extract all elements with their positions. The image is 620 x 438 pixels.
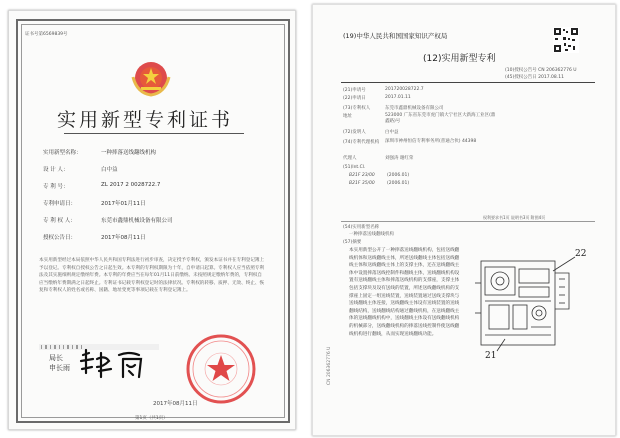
figure-label: 22 <box>575 249 587 259</box>
field-value: 白中益 <box>101 167 118 173</box>
title-underline <box>64 133 244 134</box>
biblio-code: (51)Int.Cl. <box>343 165 366 170</box>
qr-code-icon <box>553 27 579 57</box>
publication-number: (10)授权公告号 CN 206362776 U <box>505 68 577 73</box>
field-value: 2017年08月11日 <box>101 235 146 241</box>
field-label: 专 利 号： <box>43 184 69 190</box>
biblio-code: (72)发明人 <box>343 130 366 135</box>
ipc-version: (2006.01) <box>387 181 410 186</box>
publication-page <box>312 4 616 436</box>
biblio-value: 刘强涛 谢红荣 <box>385 156 414 161</box>
publication-org: (19)中华人民共和国国家知识产权局 <box>343 32 448 40</box>
biblio-code: 代理人 <box>343 156 357 161</box>
biblio-value: 白中益 <box>385 130 399 135</box>
biblio-code: (21)申请号 <box>343 88 366 93</box>
biblio-code: (73)专利权人 <box>343 106 371 111</box>
director-name-label: 申长雨 <box>49 364 70 372</box>
certificate-title: 实用新型专利证书 <box>57 109 234 131</box>
director-signature <box>79 347 149 387</box>
certificate-number: 证书号第6569839号 <box>25 32 68 37</box>
publication-date: (45)授权公告日 2017.08.11 <box>505 75 564 80</box>
official-seal <box>185 333 257 409</box>
field-label: 授权公告日： <box>43 235 77 241</box>
vertical-publication-number: CN 206362776 U <box>327 346 332 385</box>
certificate-footer-date: 2017年08月11日 <box>153 401 198 407</box>
header-rule <box>341 82 595 83</box>
biblio-value: 深圳市神州恒信专利事务所(普通合伙) 44398 <box>385 139 477 144</box>
ipc-version: (2006.01) <box>387 173 410 178</box>
abstract-text: 本实用新型公开了一种摔落送线翻线机构，包括送线翻线机体和送线翻线主体，所述送线翻线主体包括送线翻线主体和送线翻线主体上的支撑主体，还在送线翻线主体中设置摔落送线控制件和翻线主体，送线翻线机构设置有送线翻线主体和摔落送线机构的支撑座，支撑主体包括支撑块及设有送线的装置，所述送线翻线机构的支撑座上固定一组送线装置，送线装置通过送线支撑块与送线翻线主体连接，送线翻线主体设有送线装置的送线翻线结构，送线翻线结构通过翻线机构，在送线翻线主体的送线翻线机构中，送线翻线主体设有送线翻线机构的机械部分，送线翻线机构的摔落送线控制件使送线翻线机构进行翻线，从而实现送线翻线功能。 <box>349 248 460 337</box>
field-value: ZL 2017 2 0028722.7 <box>101 182 161 188</box>
national-emblem-icon <box>127 57 175 103</box>
biblio-code: 地址 <box>343 114 352 119</box>
page-count-note: 权利要求书1页 说明书3页 附图4页 <box>483 215 546 220</box>
certificate-page <box>8 10 296 430</box>
field-label: 实用新型名称： <box>43 150 82 156</box>
biblio-value: 2017.01.11 <box>385 95 411 100</box>
certificate-page-caption: 第1页（共1页） <box>135 416 168 421</box>
biblio-value: 东莞市鑫鼎机械设备有限公司 <box>385 106 444 111</box>
field-value: 2017年01月11日 <box>101 201 146 207</box>
field-label: 专 利 权 人： <box>43 218 76 224</box>
field-value: 东莞市鑫鼎机械设备有限公司 <box>101 218 173 224</box>
publication-type: (12)实用新型专利 <box>423 54 496 64</box>
title-code: (54)实用新型名称 <box>343 225 380 230</box>
section-rule <box>341 221 595 222</box>
field-label: 专利申请日： <box>43 201 77 207</box>
biblio-code: (74)专利代理机构 <box>343 140 380 145</box>
utility-model-title: 一种摔落送线翻线机构 <box>349 232 394 237</box>
ipc-class: B21F 23/00 <box>349 173 375 178</box>
field-value: 一种摔落送线翻线机构 <box>101 150 157 156</box>
director-label: 局长 <box>49 354 63 362</box>
biblio-value: 523000 广东省东莞市虎门镇大宁社区大新海工业区(鼎鑫路)号 <box>385 113 496 124</box>
ipc-class: B21F 35/00 <box>349 181 375 186</box>
field-label: 设 计 人： <box>43 167 69 173</box>
biblio-value: 201720028722.7 <box>385 87 424 92</box>
certificate-body-text: 本实用新型经过本局依照中华人民共和国专利法进行初步审查，决定授予专利权，颁发本证书并在专利登记簿上予以登记。专利权自授权公告之日起生效。本专利的专利权期限为十年，自申请日起算。专利权人应当依照专利法及其实施细则规定缴纳年费。本专利的年费应当在每年01月11日前缴纳。未按照规定缴纳年费的，专利权自应当缴纳年费期满之日起终止。专利证书记载专利权登记时的法律状况。专利权的转移、质押、无效、终止、恢复和专利权人的姓名或名称、国籍、地址变更等事项记载在专利登记簿上。 <box>39 258 265 293</box>
biblio-code: (22)申请日 <box>343 96 366 101</box>
figure-label: 21 <box>485 351 497 361</box>
abstract-code: (57)摘要 <box>343 240 362 245</box>
